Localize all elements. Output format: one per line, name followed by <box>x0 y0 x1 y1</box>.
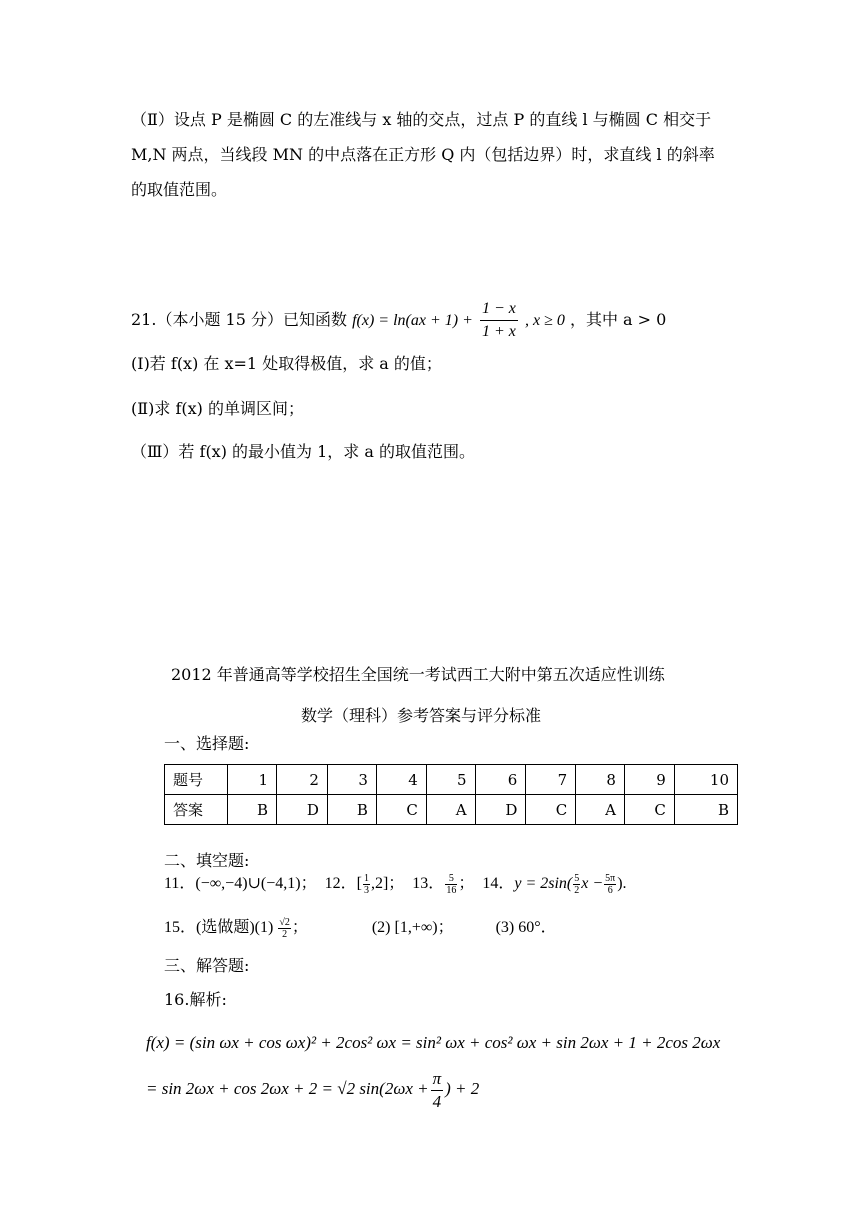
fill-12-den: 3 <box>363 884 369 896</box>
section-fill-heading: 二、填空题: <box>164 851 250 870</box>
fill-15-part2: (2) [1,+∞)； <box>371 919 454 936</box>
q21-function-tail: , x ≥ 0 <box>524 312 565 329</box>
q21-intro: 21.（本小题 15 分）已知函数 <box>131 310 347 329</box>
fill-15-part3: (3) 60°． <box>495 919 557 936</box>
section-solution-heading: 三、解答题: <box>164 956 250 975</box>
fill-answer-13 <box>412 872 475 896</box>
fill-12-fraction <box>363 873 370 896</box>
answer-choice-cell: B <box>327 795 376 825</box>
question-number-cell: 10 <box>674 765 737 795</box>
solution-16-num: π <box>431 1068 444 1091</box>
fill-14-den2: 6 <box>607 884 613 896</box>
q21-part2: (Ⅱ)求 f(x) 的单调区间； <box>131 399 304 418</box>
answer-choice-cell: D <box>475 795 526 825</box>
solution-16-line2 <box>146 1066 479 1113</box>
table-row <box>165 795 738 825</box>
q21-condition: ，其中 a > 0 <box>569 310 667 329</box>
section-choice-heading: 一、选择题: <box>164 734 250 753</box>
question-number-cell: 6 <box>475 765 526 795</box>
fill-12-num: 1 <box>363 872 369 884</box>
fill-14-fraction-2 <box>604 873 616 896</box>
q21-part3: （Ⅲ）若 f(x) 的最小值为 1，求 a 的取值范围。 <box>131 442 476 461</box>
q21-fraction-denominator: 1 + x <box>481 323 516 340</box>
fill-15-label: 15．(选做题)(1) <box>164 919 274 936</box>
solution-16-den: 4 <box>432 1091 442 1111</box>
fill-15-den: 2 <box>282 928 288 940</box>
answer-choice-cell: B <box>228 795 277 825</box>
choice-answer-table <box>164 764 738 825</box>
answer-choice-cell: A <box>426 795 475 825</box>
question-number-cell: 4 <box>376 765 426 795</box>
solution-16-title: 16.解析: <box>164 990 227 1009</box>
table-row-label: 答案 <box>165 795 228 825</box>
q21-fraction-numerator: 1 − x <box>480 298 518 321</box>
question-number-cell: 3 <box>327 765 376 795</box>
answer-choice-cell: C <box>376 795 426 825</box>
answer-choice-cell: B <box>674 795 737 825</box>
fill-13-den: 16 <box>446 884 457 896</box>
answer-choice-cell: A <box>576 795 625 825</box>
table-row-label: 题号 <box>165 765 228 795</box>
fill-14-den1: 2 <box>574 884 580 896</box>
q21-fraction <box>480 298 518 343</box>
question-number-cell: 1 <box>228 765 277 795</box>
fill-14-num1: 5 <box>574 872 580 884</box>
solution-16-fraction <box>431 1068 444 1113</box>
q21-function-lhs: f(x) = ln(ax + 1) + <box>352 312 473 329</box>
fill-12-close: ,2]； <box>370 875 405 892</box>
question-number-cell: 9 <box>624 765 674 795</box>
q20-part2-line1: （Ⅱ）设点 P 是椭圆 C 的左准线与 x 轴的交点，过点 P 的直线 l 与椭圆 C 相交于 <box>131 110 712 129</box>
question-number-cell: 7 <box>526 765 576 795</box>
fill-14-expr: y = 2sin( <box>514 875 573 892</box>
solution-16-line2-end: ) + 2 <box>445 1079 480 1098</box>
answers-subtitle: 数学（理科）参考答案与评分标准 <box>301 706 542 725</box>
question-number-cell: 8 <box>576 765 625 795</box>
fill-14-mid: x − <box>581 875 604 892</box>
q20-part2-line3: 的取值范围。 <box>131 180 228 199</box>
answer-choice-cell: C <box>526 795 576 825</box>
solution-16-line2-expr: = sin 2ωx + cos 2ωx + 2 = √2 sin(2ωx + <box>146 1079 429 1098</box>
q21-stem <box>131 298 666 343</box>
fill-14-num2: 5π <box>605 872 616 884</box>
fill-12-open: 12．[ <box>324 875 362 892</box>
q21-part1: (Ⅰ)若 f(x) 在 x=1 处取得极值，求 a 的值； <box>131 354 442 373</box>
question-number-cell: 2 <box>277 765 328 795</box>
answer-choice-cell: C <box>624 795 674 825</box>
fill-answer-11: 11．(−∞,−4)∪(−4,1)； <box>164 875 317 892</box>
answers-title: 2012 年普通高等学校招生全国统一考试西工大附中第五次适应性训练 <box>171 665 665 684</box>
fill-13-num: 5 <box>445 873 457 885</box>
fill-13-end: ； <box>458 875 475 892</box>
fill-answers-15 <box>164 914 557 942</box>
fill-answer-14 <box>482 872 627 896</box>
fill-14-fraction-1 <box>573 873 580 896</box>
q20-part2-line2: M,N 两点，当线段 MN 的中点落在正方形 Q 内（包括边界）时，求直线 l 的斜率 <box>131 145 715 164</box>
fill-13-fraction <box>445 873 457 896</box>
question-number-cell: 5 <box>426 765 475 795</box>
fill-14-label: 14． <box>482 875 515 892</box>
fill-answer-12 <box>324 872 405 896</box>
fill-15-sep: ； <box>291 919 308 936</box>
fill-15-fraction <box>278 917 291 940</box>
fill-14-end: ). <box>617 875 627 892</box>
fill-13-label: 13． <box>412 875 445 892</box>
table-row <box>165 765 738 795</box>
answer-choice-cell: D <box>277 795 328 825</box>
solution-16-line1: f(x) = (sin ωx + cos ωx)² + 2cos² ωx = sin² ωx + cos² ωx + sin 2ωx + 1 + 2cos 2ωx <box>146 1033 721 1052</box>
fill-15-num: √2 <box>279 916 290 928</box>
fill-answers-11-14 <box>164 870 627 898</box>
